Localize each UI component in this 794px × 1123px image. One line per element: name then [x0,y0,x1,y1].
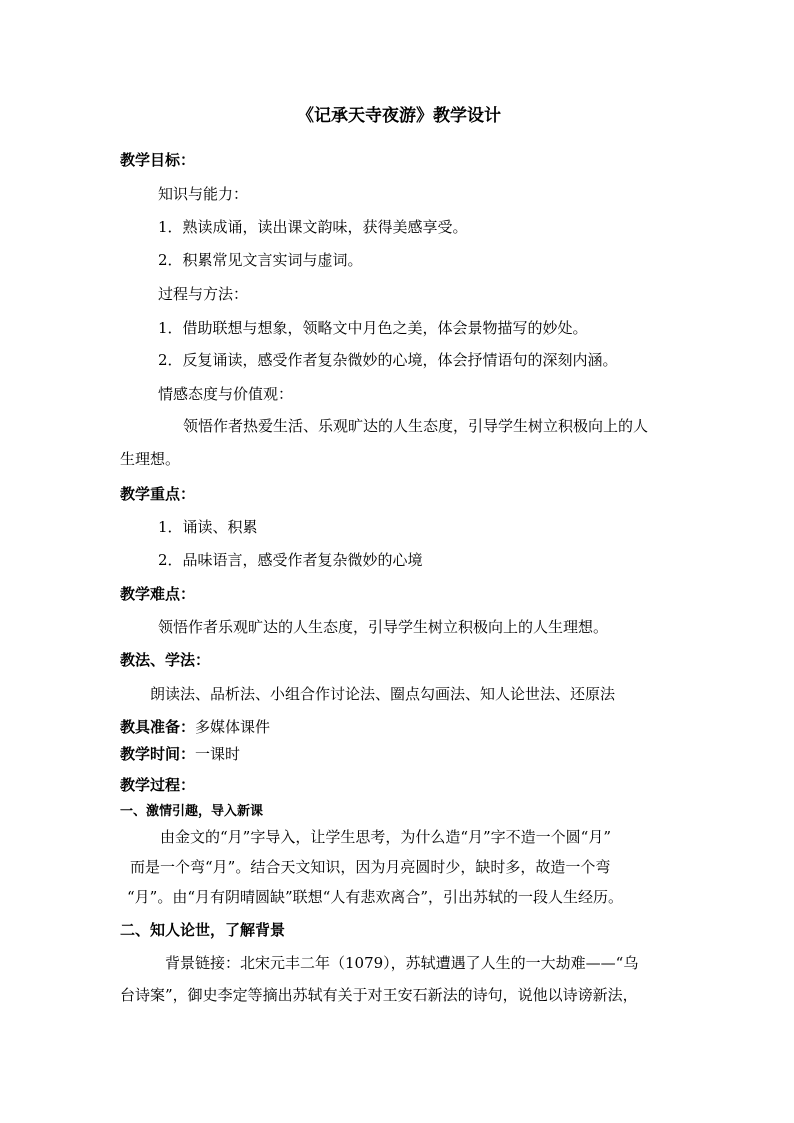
section1-line: 由金文的“月”字导入，让学生思考，为什么造“月”字不造一个圆“月” [160,828,612,846]
tools-value: 多媒体课件 [195,718,271,736]
time-row [120,744,240,764]
emotion-text-line: 领悟作者热爱生活、乐观旷达的人生态度，引导学生树立积极向上的人 [183,417,649,435]
process-method-item: 2．反复诵读，感受作者复杂微妙的心境，体会抒情语句的深刻内涵。 [158,351,618,369]
time-label: 教学时间： [120,745,196,763]
section2-line: 背景链接：北宋元丰二年（1079），苏轼遭遇了人生的一大劫难——“乌 [165,954,639,972]
section1-heading: 一、激情引趣，导入新课 [120,804,264,819]
objectives-heading: 教学目标： [120,151,196,169]
tools-row [120,717,270,737]
key-point-item: 1．诵读、积累 [158,518,258,536]
section1-line: “月”。由“月有阴晴圆缺”联想“人有悲欢离合”，引出苏轼的一段人生经历。 [127,888,624,906]
section2-line: 台诗案”，御史李定等摘出苏轼有关于对王安石新法的诗句，说他以诗谤新法， [120,986,638,1004]
section1-line: 而是一个弯“月”。结合天文知识，因为月亮圆时少，缺时多，故造一个弯 [130,858,611,876]
difficulty-text: 领悟作者乐观旷达的人生态度，引导学生树立积极向上的人生理想。 [158,618,609,636]
methods-text: 朗读法、品析法、小组合作讨论法、圈点勾画法、知人论世法、还原法 [150,685,616,703]
emotion-text-line: 生理想。 [120,450,181,468]
knowledge-item: 1．熟读成诵，读出课文韵味，获得美感享受。 [158,218,468,236]
tools-label: 教具准备： [120,718,196,736]
process-method-item: 1．借助联想与想象，领略文中月色之美，体会景物描写的妙处。 [158,319,588,337]
time-value: 一课时 [195,745,241,763]
process-heading: 教学过程： [120,776,196,794]
difficulty-heading: 教学难点： [120,585,196,603]
process-method-label: 过程与方法： [158,285,249,303]
knowledge-item: 2．积累常见文言实词与虚词。 [158,251,363,269]
methods-heading: 教法、学法： [120,651,211,669]
document-title: 《记承天寺夜游》教学设计 [297,106,501,126]
key-point-item: 2．品味语言，感受作者复杂微妙的心境 [158,551,423,569]
emotion-label: 情感态度与价值观： [158,385,294,403]
knowledge-label: 知识与能力： [158,185,249,203]
key-points-heading: 教学重点： [120,485,196,503]
section2-heading: 二、知人论世，了解背景 [120,921,286,939]
